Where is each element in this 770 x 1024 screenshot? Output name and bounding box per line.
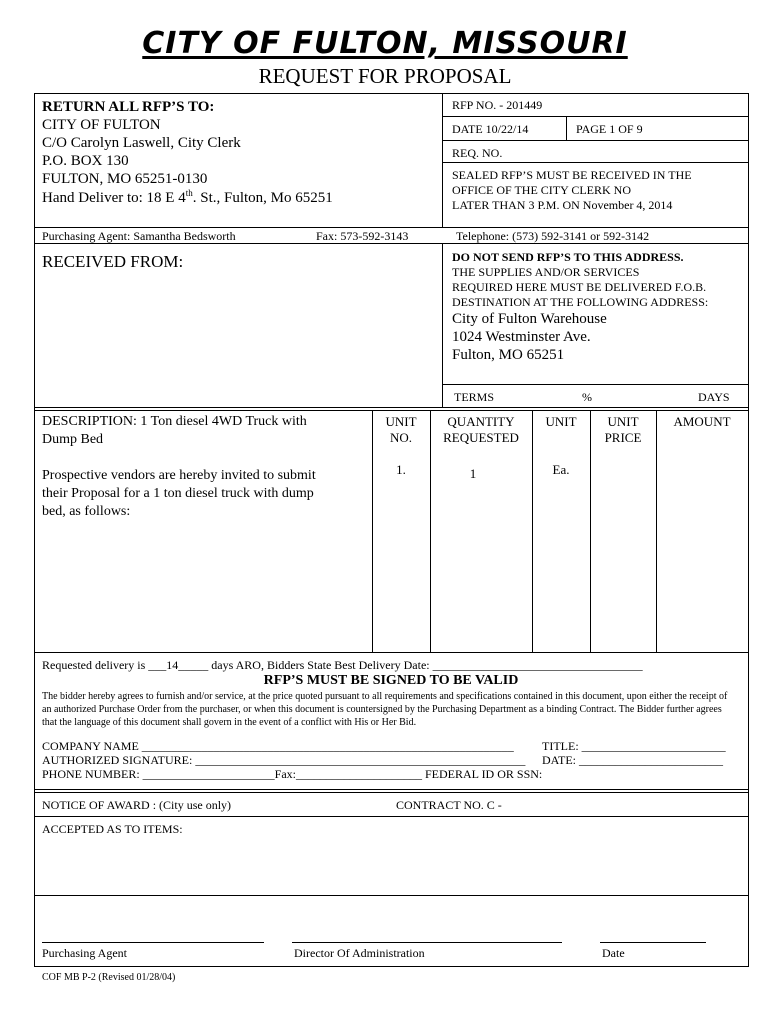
agent-fax: Fax: 573-592-3143 [316,229,409,243]
agreement-line-1: The bidder hereby agrees to furnish and/or service, at the price quoted pursuant to all requirements and specifications contained in this document, upon either the receipt of [42,691,728,702]
document-subtitle: REQUEST FOR PROPOSAL [258,64,512,88]
hand-deliver-sup: th [185,188,193,198]
divider [656,410,657,652]
phone-fax-federal-id-field[interactable]: PHONE NUMBER: ______________________Fax:_____________________ FEDERAL ID OR SSN: [42,767,543,781]
col-unit-no-2: NO. [389,430,413,445]
agent-telephone: Telephone: (573) 592-3141 or 592-3142 [456,229,650,243]
return-line-4: FULTON, MO 65251-0130 [42,171,208,187]
delivery-line-3: DESTINATION AT THE FOLLOWING ADDRESS: [452,295,709,309]
divider [442,116,748,117]
col-unit: UNIT [545,414,577,429]
company-name-field[interactable]: COMPANY NAME ______________________________________________________________ [42,739,514,753]
authorized-signature-field[interactable]: AUTHORIZED SIGNATURE: _______________________________________________________ [42,753,526,767]
sig-date: Date [602,946,625,960]
must-sign-notice: RFP’S MUST BE SIGNED TO BE VALID [263,673,519,688]
form-number: COF MB P-2 (Revised 01/28/04) [42,972,176,983]
delivery-line-1: THE SUPPLIES AND/OR SERVICES [452,265,640,279]
received-from-label: RECEIVED FROM: [42,252,184,271]
return-line-2: C/O Carolyn Laswell, City Clerk [42,135,241,151]
invite-line-2: their Proposal for a 1 ton diesel truck with dump [42,486,314,501]
contract-number: CONTRACT NO. C - [396,798,502,812]
req-no-field[interactable]: REQ. NO. [452,146,503,160]
date-field[interactable]: DATE: ________________________ [542,753,723,767]
return-line-3: P.O. BOX 130 [42,153,129,169]
hand-deliver-pre: Hand Deliver to: 18 E 4 [42,190,186,206]
rfp-date: DATE 10/22/14 [452,122,529,136]
divider [34,227,748,228]
divider [34,410,748,411]
return-heading: RETURN ALL RFP’S TO: [42,99,215,115]
delivery-address-2: 1024 Westminster Ave. [452,329,591,345]
divider [442,162,748,163]
notice-of-award: NOTICE OF AWARD : (City use only) [42,798,232,812]
divider [34,407,748,408]
divider [34,816,748,817]
col-unit-price-1: UNIT [607,414,639,429]
invite-line-3: bed, as follows: [42,504,131,519]
terms-percent: % [582,390,592,404]
divider [34,789,748,790]
hand-deliver-address [42,188,333,207]
signature-line [292,942,562,943]
divider [34,652,748,653]
sig-purchasing-agent: Purchasing Agent [42,946,127,960]
divider [590,410,591,652]
sealed-line-1: SEALED RFP’S MUST BE RECEIVED IN THE [452,168,692,182]
rfp-page: PAGE 1 OF 9 [576,122,643,136]
sealed-line-2: OFFICE OF THE CITY CLERK NO [452,183,632,197]
sealed-line-3: LATER THAN 3 P.M. ON November 4, 2014 [452,198,673,212]
divider [442,243,443,407]
purchasing-agent: Purchasing Agent: Samantha Bedsworth [42,229,236,243]
divider [532,410,533,652]
return-line-1: CITY OF FULTON [42,117,161,133]
description-line-1: DESCRIPTION: 1 Ton diesel 4WD Truck with [42,414,307,429]
signature-line [600,942,706,943]
divider [372,410,373,652]
col-amount: AMOUNT [673,414,731,429]
divider [442,384,748,385]
requested-delivery-line[interactable]: Requested delivery is ___14_____ days ARO, Bidders State Best Delivery Date: ___________________________________ [42,658,643,672]
col-quantity-1: QUANTITY [447,414,515,429]
rfp-number: RFP NO. - 201449 [452,98,543,112]
divider [430,410,431,652]
item-unit: Ea. [552,462,570,477]
terms-label: TERMS [454,390,495,404]
col-unit-no-1: UNIT [385,414,417,429]
col-unit-price-2: PRICE [604,430,642,445]
accepted-as-to-items: ACCEPTED AS TO ITEMS: [42,822,183,836]
terms-days: DAYS [698,390,730,404]
item-quantity: 1 [469,466,477,481]
delivery-line-2: REQUIRED HERE MUST BE DELIVERED F.O.B. [452,280,707,294]
agreement-line-3: that the language of this document shall govern in the event of a conflict with His or Her Bid. [42,717,417,728]
divider [442,93,443,227]
divider [34,792,748,793]
do-not-send-warning: DO NOT SEND RFP’S TO THIS ADDRESS. [452,250,684,264]
document-title: CITY OF FULTON, MISSOURI [142,26,628,61]
agreement-line-2: an authorized Purchase Order from the purchaser, or when this document is countersigned by the Purchasing Department as a binding Contract. The Bidder further agrees [42,704,722,715]
title-field[interactable]: TITLE: ________________________ [542,739,726,753]
divider [442,140,748,141]
hand-deliver-post: . St., Fulton, Mo 65251 [192,190,333,206]
signature-line [42,942,264,943]
delivery-address-3: Fulton, MO 65251 [452,347,565,363]
col-quantity-2: REQUESTED [443,430,519,445]
invite-line-1: Prospective vendors are hereby invited to submit [42,468,316,483]
divider [566,116,567,140]
divider [34,895,748,896]
description-line-2: Dump Bed [42,432,104,447]
delivery-address-1: City of Fulton Warehouse [452,311,607,327]
sig-director-of-administration: Director Of Administration [294,946,425,960]
item-unit-no: 1. [396,462,406,477]
